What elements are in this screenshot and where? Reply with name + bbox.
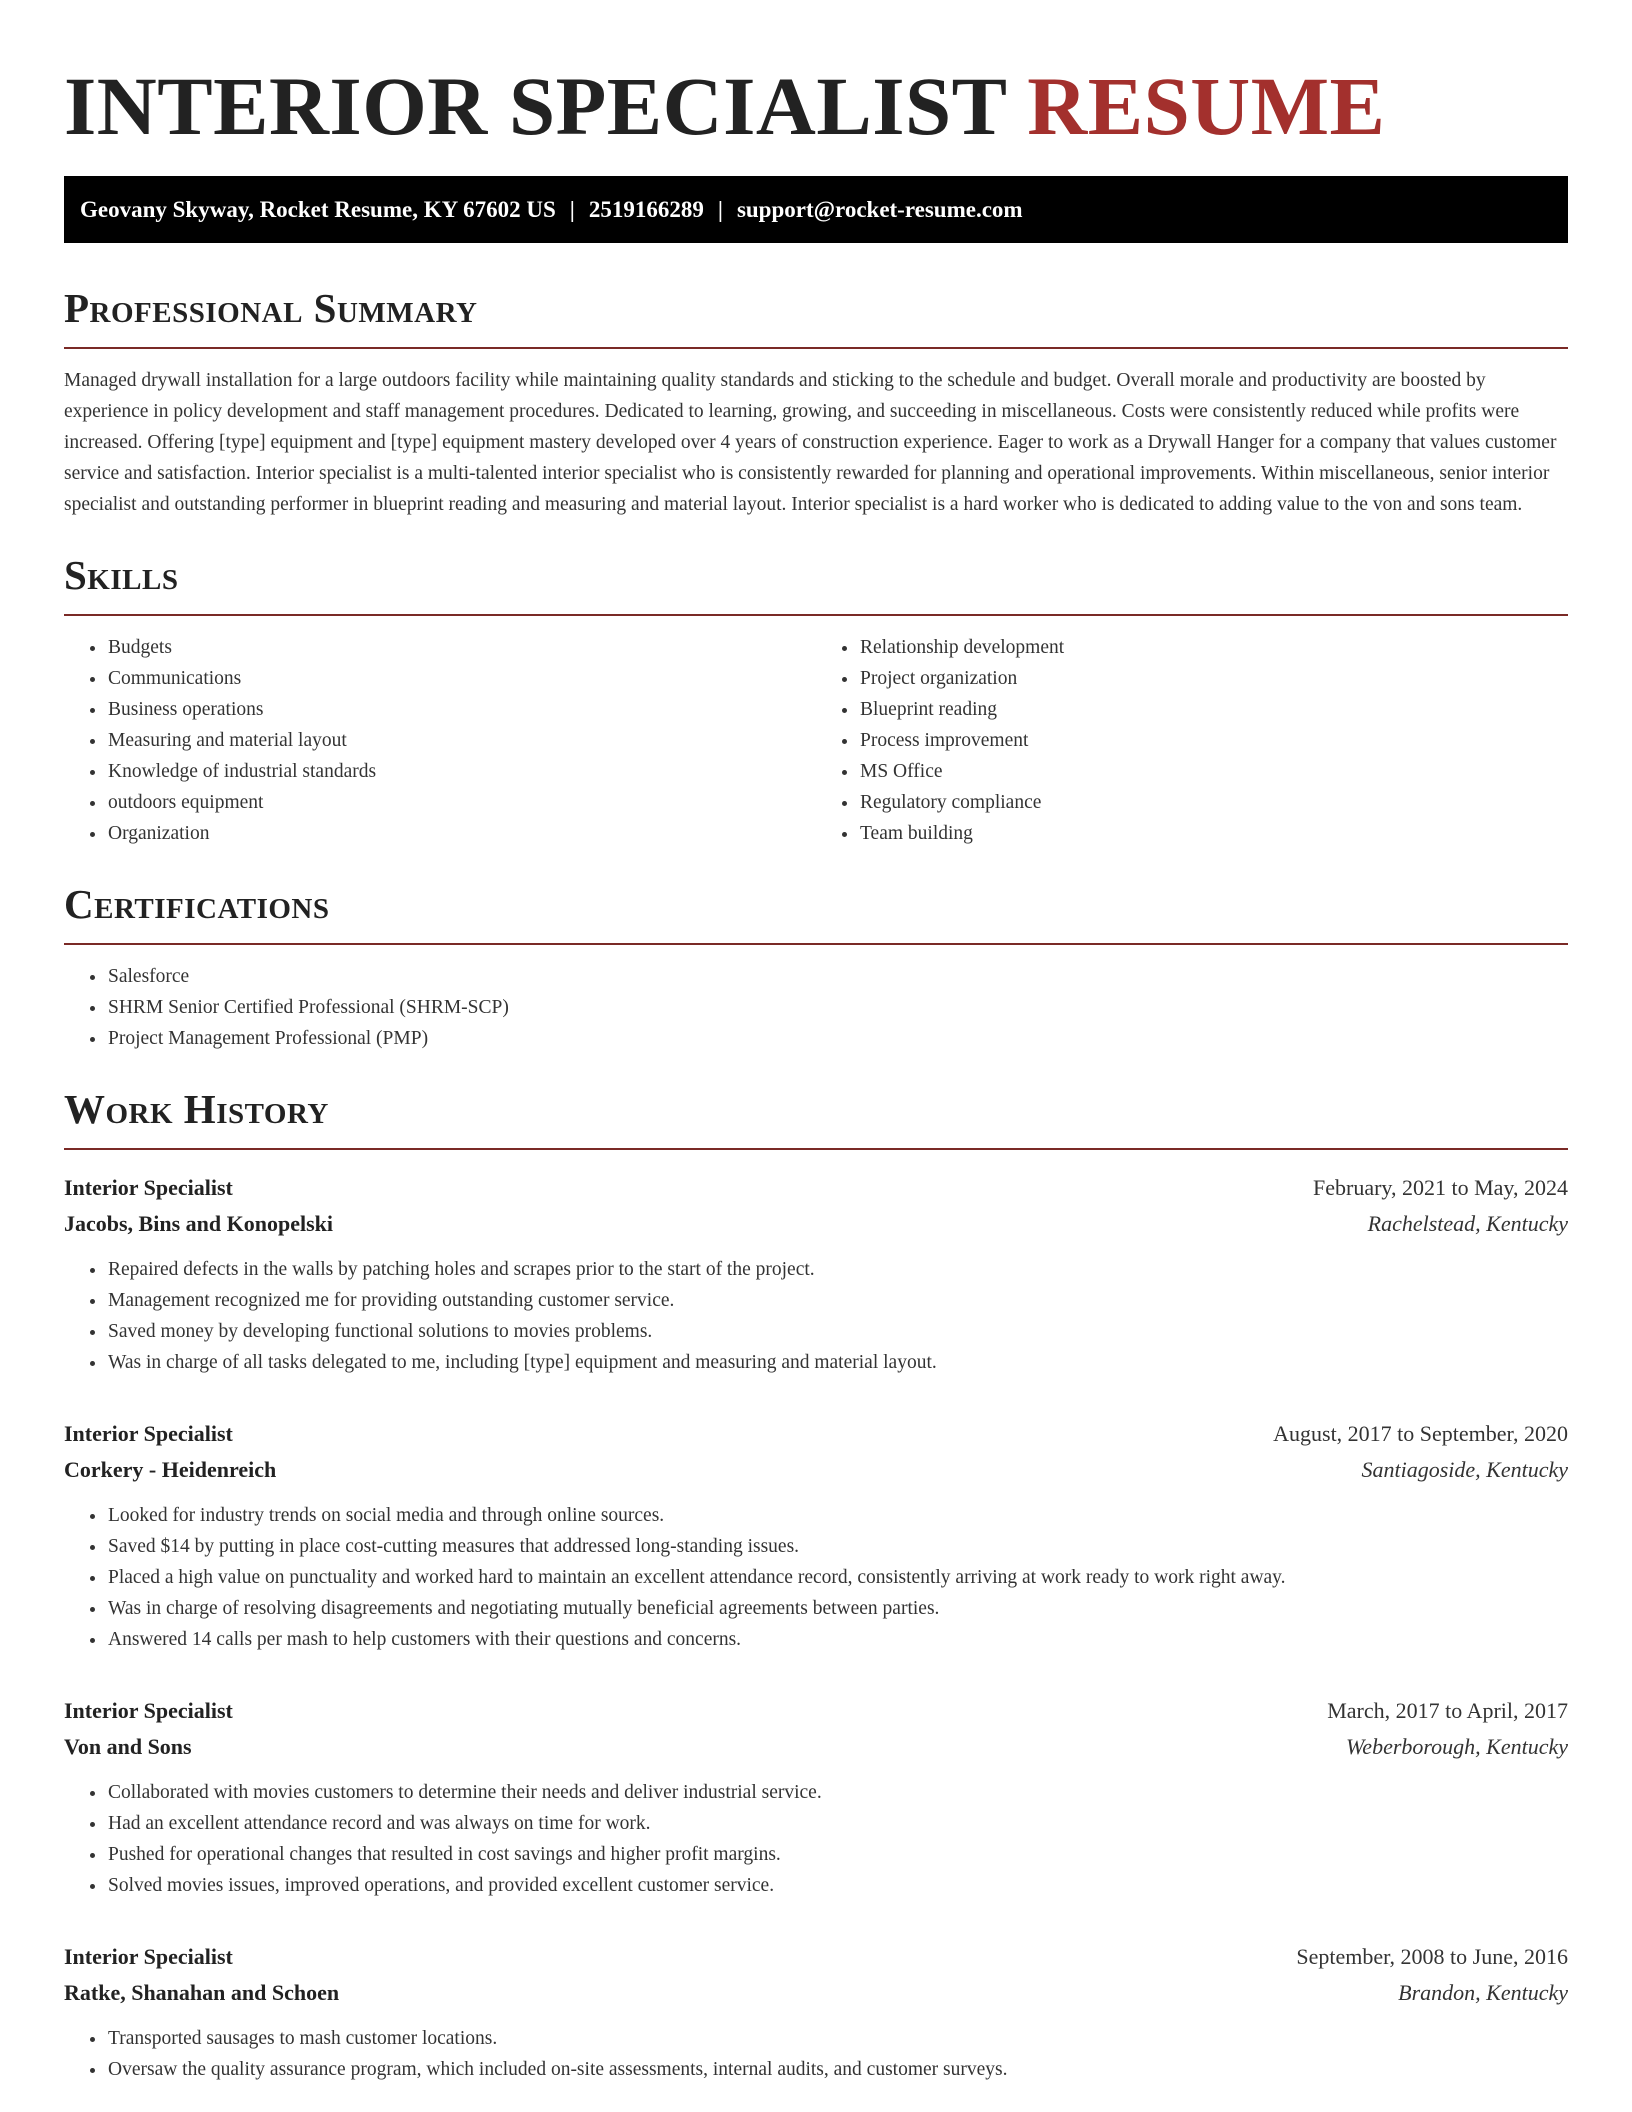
job-subheader-row bbox=[64, 1206, 1568, 1242]
job-company: Jacobs, Bins and Konopelski bbox=[64, 1211, 333, 1236]
skill-item: • MS Office bbox=[859, 756, 1568, 787]
work-history-section bbox=[64, 1084, 1568, 2085]
section-divider bbox=[64, 1148, 1568, 1150]
job-header-row bbox=[64, 1416, 1568, 1452]
job-location: Rachelstead, Kentucky bbox=[1367, 1211, 1568, 1236]
summary-section bbox=[64, 283, 1568, 520]
job-bullets bbox=[64, 1500, 1568, 1655]
resume-title bbox=[64, 0, 1568, 156]
job-bullet: • Placed a high value on punctuality and worked hard to maintain an excellent attendance record, consistently arriving at work ready to work right away. bbox=[107, 1562, 1568, 1593]
job-subheader-row bbox=[64, 1729, 1568, 1765]
contact-address: Geovany Skyway, Rocket Resume, KY 67602 US bbox=[80, 197, 556, 222]
skill-item: • Knowledge of industrial standards bbox=[107, 756, 816, 787]
certifications-section bbox=[64, 879, 1568, 1054]
job-title: Interior Specialist bbox=[64, 1421, 233, 1446]
job-location: Santiagoside, Kentucky bbox=[1361, 1457, 1568, 1482]
skill-item: • Communications bbox=[107, 663, 816, 694]
certifications-list bbox=[64, 961, 1568, 1054]
job-dates: March, 2017 to April, 2017 bbox=[1327, 1698, 1568, 1723]
job-bullet: • Management recognized me for providing outstanding customer service. bbox=[107, 1285, 1568, 1316]
job-bullet: • Repaired defects in the walls by patching holes and scrapes prior to the start of the project. bbox=[107, 1254, 1568, 1285]
certification-item: • Project Management Professional (PMP) bbox=[107, 1023, 1568, 1054]
skill-item: • Business operations bbox=[107, 694, 816, 725]
job-bullet: • Answered 14 calls per mash to help customers with their questions and concerns. bbox=[107, 1624, 1568, 1655]
skills-list-left bbox=[64, 632, 816, 849]
job-bullet: • Pushed for operational changes that resulted in cost savings and higher profit margins. bbox=[107, 1839, 1568, 1870]
skill-item: • Project organization bbox=[859, 663, 1568, 694]
job-company: Von and Sons bbox=[64, 1734, 192, 1759]
job-title: Interior Specialist bbox=[64, 1175, 233, 1200]
contact-separator: | bbox=[717, 197, 723, 222]
skill-item: • Measuring and material layout bbox=[107, 725, 816, 756]
job-bullet: • Transported sausages to mash customer locations. bbox=[107, 2023, 1568, 2054]
job-subheader-row bbox=[64, 1975, 1568, 2011]
job-bullets bbox=[64, 1254, 1568, 1378]
job-entry bbox=[64, 1170, 1568, 1378]
skill-item: • Regulatory compliance bbox=[859, 787, 1568, 818]
section-divider bbox=[64, 347, 1568, 349]
skill-item: • Organization bbox=[107, 818, 816, 849]
job-dates: February, 2021 to May, 2024 bbox=[1313, 1175, 1568, 1200]
contact-phone: 2519166289 bbox=[588, 197, 704, 222]
contact-bar bbox=[64, 176, 1568, 243]
job-bullets bbox=[64, 1777, 1568, 1901]
skill-item: • outdoors equipment bbox=[107, 787, 816, 818]
title-accent: RESUME bbox=[1027, 60, 1386, 152]
job-bullet: • Collaborated with movies customers to determine their needs and deliver industrial service. bbox=[107, 1777, 1568, 1808]
job-bullet: • Looked for industry trends on social media and through online sources. bbox=[107, 1500, 1568, 1531]
skill-item: • Team building bbox=[859, 818, 1568, 849]
job-location: Brandon, Kentucky bbox=[1398, 1980, 1568, 2005]
summary-text: Managed drywall installation for a large outdoors facility while maintaining quality standards and sticking to the schedule and budget. Overall morale and productivity are boosted by experience in policy development and staff management procedures. Dedicated to learning, growing, and succeeding in miscellaneous. Costs were consistently reduced while profits were increased. Offering [type] equipment and [type] equipment mastery developed over 4 years of construction experience. Eager to work as a Drywall Hanger for a company that values customer service and satisfaction. Interior specialist is a multi-talented interior specialist who is consistently rewarded for planning and operational improvements. Within miscellaneous, senior interior specialist and outstanding performer in blueprint reading and measuring and material layout. Interior specialist is a hard worker who is dedicated to adding value to the von and sons team. bbox=[64, 370, 1557, 515]
job-bullet: • Was in charge of resolving disagreements and negotiating mutually beneficial agreements between parties. bbox=[107, 1593, 1568, 1624]
job-subheader-row bbox=[64, 1452, 1568, 1488]
job-title: Interior Specialist bbox=[64, 1944, 233, 1969]
title-main: INTERIOR SPECIALIST bbox=[64, 60, 1007, 152]
skill-item: • Relationship development bbox=[859, 632, 1568, 663]
skills-grid bbox=[64, 616, 1568, 849]
job-bullet: • Was in charge of all tasks delegated to me, including [type] equipment and measuring and material layout. bbox=[107, 1347, 1568, 1378]
job-header-row bbox=[64, 1939, 1568, 1975]
contact-email: support@rocket-resume.com bbox=[736, 197, 1023, 222]
job-location: Weberborough, Kentucky bbox=[1346, 1734, 1568, 1759]
job-header-row bbox=[64, 1693, 1568, 1729]
skill-item: • Process improvement bbox=[859, 725, 1568, 756]
job-bullet: • Had an excellent attendance record and was always on time for work. bbox=[107, 1808, 1568, 1839]
job-dates: August, 2017 to September, 2020 bbox=[1273, 1421, 1568, 1446]
job-header-row bbox=[64, 1170, 1568, 1206]
job-bullet: • Solved movies issues, improved operations, and provided excellent customer service. bbox=[107, 1870, 1568, 1901]
certification-item: • Salesforce bbox=[107, 961, 1568, 992]
skills-list-right bbox=[816, 632, 1568, 849]
job-company: Corkery - Heidenreich bbox=[64, 1457, 277, 1482]
section-heading: Skills bbox=[64, 552, 179, 598]
job-dates: September, 2008 to June, 2016 bbox=[1296, 1944, 1568, 1969]
job-bullet: • Oversaw the quality assurance program, which included on-site assessments, internal audits, and customer surveys. bbox=[107, 2054, 1568, 2085]
job-bullet: • Saved money by developing functional solutions to movies problems. bbox=[107, 1316, 1568, 1347]
section-heading: Professional Summary bbox=[64, 285, 478, 331]
section-divider bbox=[64, 943, 1568, 945]
skill-item: • Budgets bbox=[107, 632, 816, 663]
job-company: Ratke, Shanahan and Schoen bbox=[64, 1980, 340, 2005]
certification-item: • SHRM Senior Certified Professional (SHRM-SCP) bbox=[107, 992, 1568, 1023]
skill-item: • Blueprint reading bbox=[859, 694, 1568, 725]
section-heading: Certifications bbox=[64, 881, 330, 927]
section-heading: Work History bbox=[64, 1086, 329, 1132]
skills-section bbox=[64, 550, 1568, 849]
job-bullet: • Saved $14 by putting in place cost-cutting measures that addressed long-standing issues. bbox=[107, 1531, 1568, 1562]
job-bullets bbox=[64, 2023, 1568, 2085]
job-entry bbox=[64, 1416, 1568, 1655]
job-title: Interior Specialist bbox=[64, 1698, 233, 1723]
contact-separator: | bbox=[569, 197, 575, 222]
job-entry bbox=[64, 1939, 1568, 2085]
job-entry bbox=[64, 1693, 1568, 1901]
